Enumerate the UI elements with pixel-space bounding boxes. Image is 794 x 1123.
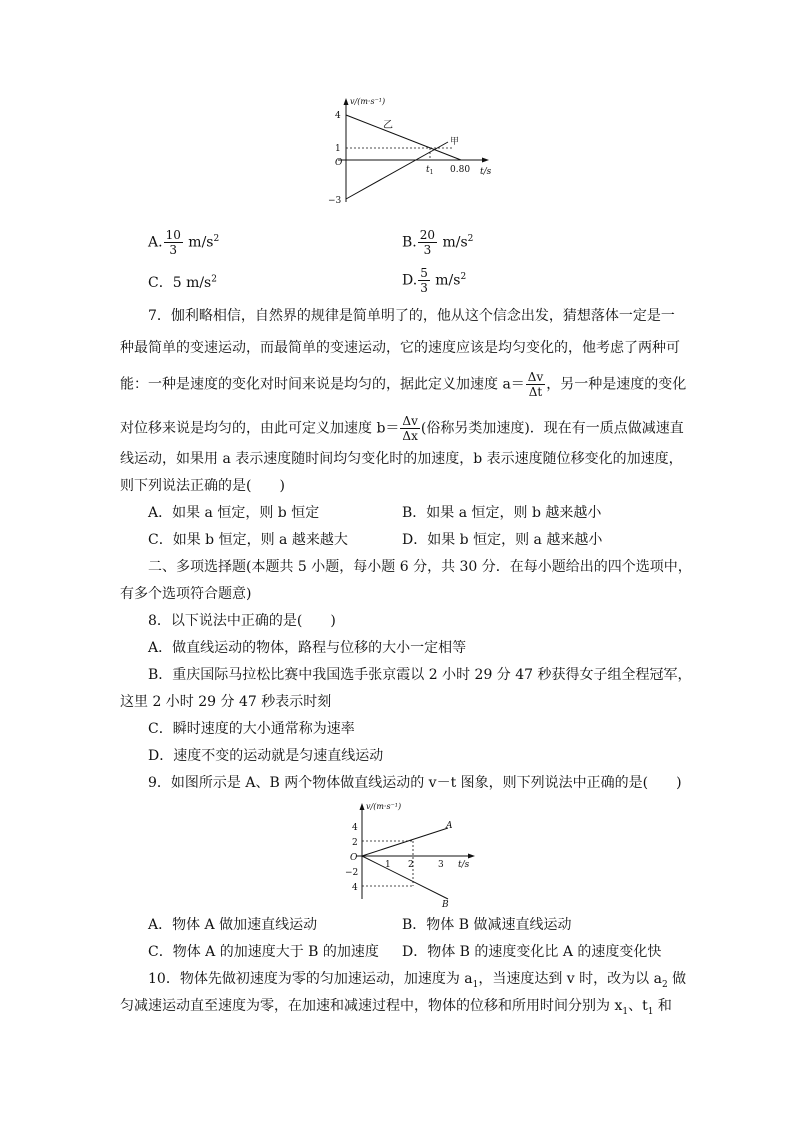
label-jia: 甲 bbox=[450, 137, 460, 147]
tick-x080: 0.80 bbox=[450, 165, 471, 175]
tick-x3: 3 bbox=[438, 860, 444, 870]
y-axis-arrow bbox=[360, 803, 365, 810]
q8-option-a: A．做直线运动的物体，路程与位移的大小一定相等 bbox=[148, 640, 467, 656]
q9-option-b: B．物体 B 做减速直线运动 bbox=[402, 917, 572, 933]
tick-y4: 4 bbox=[335, 111, 341, 121]
y-axis-arrow bbox=[344, 98, 349, 105]
q8-option-b-line-1: B．重庆国际马拉松比赛中我国选手张京霞以 2 小时 29 分 47 秒获得女子组全程冠军， bbox=[148, 667, 692, 683]
q7-option-d: D．如果 b 恒定，则 a 越来越小 bbox=[402, 532, 603, 548]
section2-line-2: 有多个选项符合题意) bbox=[120, 586, 252, 602]
q8-option-d: D．速度不变的运动就是匀速直线运动 bbox=[148, 748, 384, 764]
q7-line-6: 则下列说法正确的是( ) bbox=[120, 478, 285, 494]
q7-option-b: B．如果 a 恒定，则 b 越来越小 bbox=[402, 505, 602, 521]
line-yi bbox=[346, 115, 461, 160]
tick-yneg4: 4 bbox=[352, 883, 358, 893]
label-b: B bbox=[442, 900, 449, 909]
q7-line-5: 线运动，如果用 a 表示速度随时间均匀变化时的加速度，b 表示速度随位移变化的加速度， bbox=[120, 451, 683, 467]
x-axis-arrow bbox=[482, 158, 489, 163]
q7-line-3: 能：一种是速度的变化对时间来说是均匀的，据此定义加速度 a＝ $\frac{\Delta v}{\Delta t}$ ，另一种是速度的变化 bbox=[120, 370, 687, 399]
q10-line-2: 匀减速运动直至速度为零，在加速和减速过程中，物体的位移和所用时间分别为 $x_1$、$t_1$ 和 bbox=[120, 998, 672, 1017]
section2-line-1: 二、多项选择题(本题共 5 小题，每小题 6 分，共 30 分．在每小题给出的四个选项中， bbox=[148, 559, 692, 575]
q7-option-c: C．如果 b 恒定，则 a 越来越大 bbox=[148, 532, 348, 548]
xlabel: t/s bbox=[458, 860, 470, 870]
tick-y1: 1 bbox=[335, 144, 341, 154]
q8-stem: 8．以下说法中正确的是( ) bbox=[148, 613, 336, 629]
q10-line-1: 10．物体先做初速度为零的匀加速运动，加速度为 $a_1$，当速度达到 v 时，改为以 $a_2$ 做 bbox=[148, 971, 687, 990]
velocity-time-graph-2 bbox=[330, 797, 510, 909]
tick-t1: $t_1$ bbox=[426, 165, 434, 176]
tick-y4: 4 bbox=[352, 823, 358, 833]
label-yi: 乙 bbox=[383, 120, 393, 131]
q7-option-a: A．如果 a 恒定，则 b 恒定 bbox=[148, 505, 320, 521]
q6-option-b: B. $\frac{20}{3}$ $m/s^2$ bbox=[402, 228, 474, 257]
q9-stem: 9．如图所示是 A、B 两个物体做直线运动的 v－t 图象，则下列说法中正确的是( ) bbox=[148, 775, 682, 791]
q9-option-c: C．物体 A 的加速度大于 B 的加速度 bbox=[148, 944, 379, 960]
tick-y2: 2 bbox=[352, 838, 358, 848]
tick-x2: 2 bbox=[408, 860, 414, 870]
velocity-time-graph-1 bbox=[326, 92, 506, 212]
q7-line-4: 对位移来说是均匀的，由此可定义加速度 b＝ $\frac{\Delta v}{\Delta x}$ (俗称另类加速度)．现在有一质点做减速直 bbox=[120, 414, 684, 443]
tick-origin: O bbox=[350, 853, 358, 863]
q8-option-b-line-2: 这里 2 小时 29 分 47 秒表示时刻 bbox=[120, 694, 332, 710]
tick-x1: 1 bbox=[385, 860, 391, 870]
fraction-a: $\frac{\Delta v}{\Delta t}$ bbox=[527, 370, 544, 399]
xlabel: t/s bbox=[480, 167, 492, 177]
tick-yneg2: −2 bbox=[345, 868, 359, 878]
x-axis-arrow bbox=[468, 854, 475, 859]
q6-option-a: A. $\frac{10}{3}$ $m/s^2$ bbox=[148, 228, 220, 257]
line-b bbox=[362, 856, 448, 899]
q6-option-d: D. $\frac{5}{3}$ $m/s^2$ bbox=[402, 266, 467, 295]
tick-origin: O bbox=[335, 158, 343, 168]
q6-option-c: C．5 $m/s^2$ bbox=[148, 274, 217, 291]
line-a bbox=[362, 828, 448, 856]
q8-option-c: C．瞬时速度的大小通常称为速率 bbox=[148, 721, 355, 737]
tick-yneg3: −3 bbox=[328, 196, 342, 206]
q9-option-d: D．物体 B 的速度变化比 A 的速度变化快 bbox=[402, 944, 662, 960]
ylabel: v/(m·s⁻¹) bbox=[366, 802, 402, 811]
label-a: A bbox=[446, 821, 453, 831]
q7-line-2: 种最简单的变速运动，而最简单的变速运动，它的速度应该是均匀变化的，他考虑了两种可 bbox=[120, 340, 680, 356]
ylabel: v/(m·s⁻¹) bbox=[350, 97, 386, 106]
q9-option-a: A．物体 A 做加速直线运动 bbox=[148, 917, 318, 933]
fraction-b: $\frac{\Delta v}{\Delta x}$ bbox=[402, 414, 418, 443]
q7-line-1: 7．伽利略相信，自然界的规律是简单明了的，他从这个信念出发，猜想落体一定是一 bbox=[148, 308, 675, 324]
